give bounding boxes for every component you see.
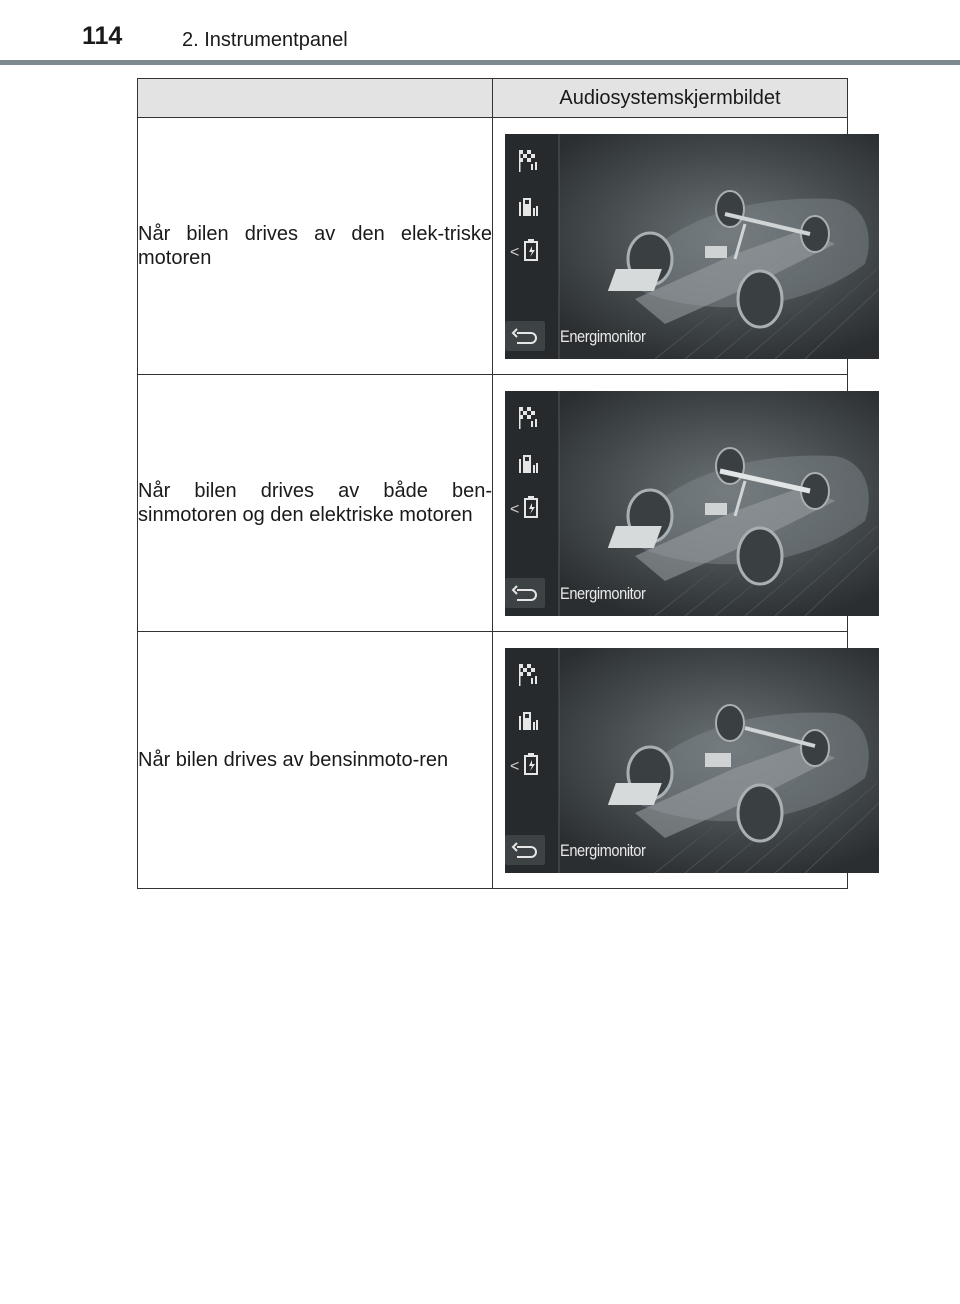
table-row bbox=[138, 375, 848, 632]
energy-monitor-screen bbox=[505, 648, 879, 873]
page-header bbox=[0, 0, 960, 66]
energy-monitor-table bbox=[137, 78, 848, 889]
table-header-row bbox=[138, 79, 848, 118]
header-rule bbox=[0, 60, 960, 65]
row-description-cell bbox=[138, 632, 493, 889]
row-description: Når bilen drives av den elek-triske motoren bbox=[138, 223, 492, 269]
fuel-pump-icon[interactable] bbox=[517, 451, 539, 477]
energy-monitor-screen bbox=[505, 134, 879, 359]
row-screenshot-cell bbox=[493, 632, 848, 889]
fuel-pump-icon[interactable] bbox=[517, 194, 539, 220]
car-illustration bbox=[505, 391, 879, 616]
energy-monitor-screen bbox=[505, 391, 879, 616]
back-button[interactable] bbox=[505, 321, 545, 351]
checkered-flag-icon[interactable] bbox=[517, 148, 539, 174]
back-arrow-icon bbox=[505, 321, 545, 351]
column-header-description bbox=[138, 79, 493, 118]
row-description-cell bbox=[138, 118, 493, 375]
row-screenshot-cell bbox=[493, 118, 848, 375]
chevron-left-icon[interactable]: < bbox=[510, 243, 520, 261]
car-illustration bbox=[505, 134, 879, 359]
chevron-left-icon[interactable]: < bbox=[510, 500, 520, 518]
chevron-left-icon[interactable]: < bbox=[510, 757, 520, 775]
car-illustration bbox=[505, 648, 879, 873]
section-title: 2. Instrumentpanel bbox=[182, 29, 348, 51]
row-description-cell bbox=[138, 375, 493, 632]
checkered-flag-icon[interactable] bbox=[517, 405, 539, 431]
back-arrow-icon bbox=[505, 835, 545, 865]
table-row bbox=[138, 632, 848, 889]
back-arrow-icon bbox=[505, 578, 545, 608]
checkered-flag-icon[interactable] bbox=[517, 662, 539, 688]
column-header-screen: Audiosystemskjermbildet bbox=[493, 79, 848, 118]
battery-icon[interactable] bbox=[523, 238, 545, 264]
fuel-pump-icon[interactable] bbox=[517, 708, 539, 734]
battery-icon[interactable] bbox=[523, 752, 545, 778]
back-button[interactable] bbox=[505, 578, 545, 608]
screen-title: Energimonitor bbox=[560, 326, 646, 346]
row-screenshot-cell bbox=[493, 375, 848, 632]
page-number: 114 bbox=[82, 22, 123, 50]
back-button[interactable] bbox=[505, 835, 545, 865]
table-row bbox=[138, 118, 848, 375]
battery-icon[interactable] bbox=[523, 495, 545, 521]
screen-title: Energimonitor bbox=[560, 840, 646, 860]
row-description: Når bilen drives av både ben-sinmotoren og den elektriske motoren bbox=[138, 480, 492, 526]
row-description: Når bilen drives av bensinmoto-ren bbox=[138, 749, 449, 771]
screen-title: Energimonitor bbox=[560, 583, 646, 603]
